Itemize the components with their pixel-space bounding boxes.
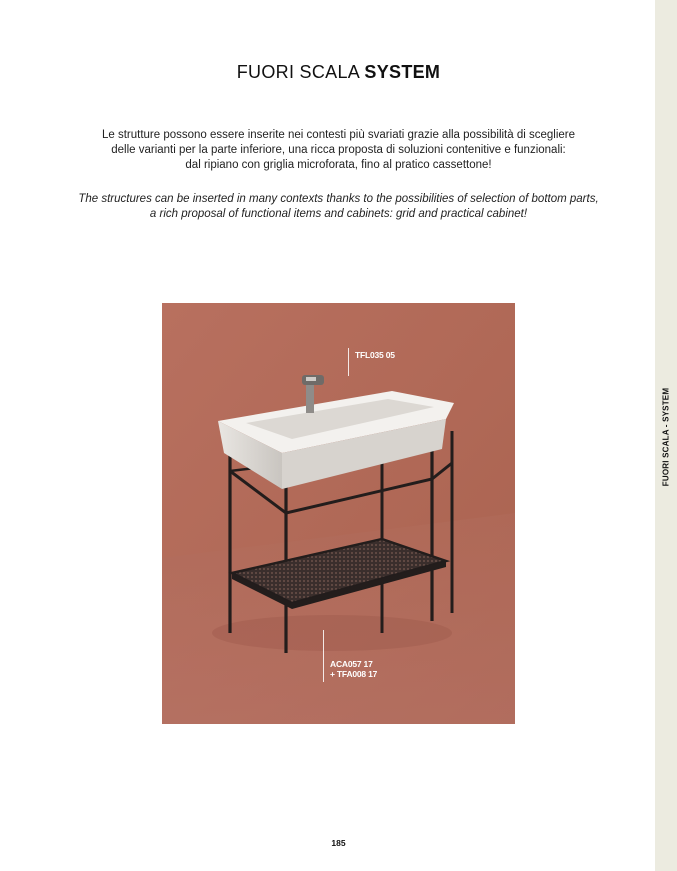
intro-italian xyxy=(40,128,637,173)
page-title xyxy=(0,62,677,83)
page-number: 185 xyxy=(331,838,346,848)
intro-italian-line: dal ripiano con griglia microforata, fino al pratico cassettone! xyxy=(185,159,492,171)
intro-english xyxy=(40,192,637,222)
side-tab-label: FUORI SCALA - SYSTEM xyxy=(661,387,671,487)
callout-top-code: TFL035 05 xyxy=(355,350,395,360)
callout-line-bottom xyxy=(323,630,324,682)
callout-line-top xyxy=(348,348,349,376)
callout-bottom-line: ACA057 17 xyxy=(330,659,373,669)
title-regular: FUORI SCALA xyxy=(236,62,360,82)
title-bold: SYSTEM xyxy=(364,62,441,82)
callout-bottom-line: + TFA008 17 xyxy=(330,669,378,679)
intro-english-line: a rich proposal of functional items and cabinets: grid and practical cabinet! xyxy=(149,208,528,220)
intro-italian-line: delle varianti per la parte inferiore, una ricca proposta di soluzioni contenitive e funzionali: xyxy=(111,144,566,156)
intro-english-line: The structures can be inserted in many contexts thanks to the possibilities of selection of bottom parts, xyxy=(78,193,599,205)
intro-italian-line: Le strutture possono essere inserite nei contesti più svariati grazie alla possibilità di scegliere xyxy=(101,129,576,141)
callout-bottom-code xyxy=(330,659,377,679)
